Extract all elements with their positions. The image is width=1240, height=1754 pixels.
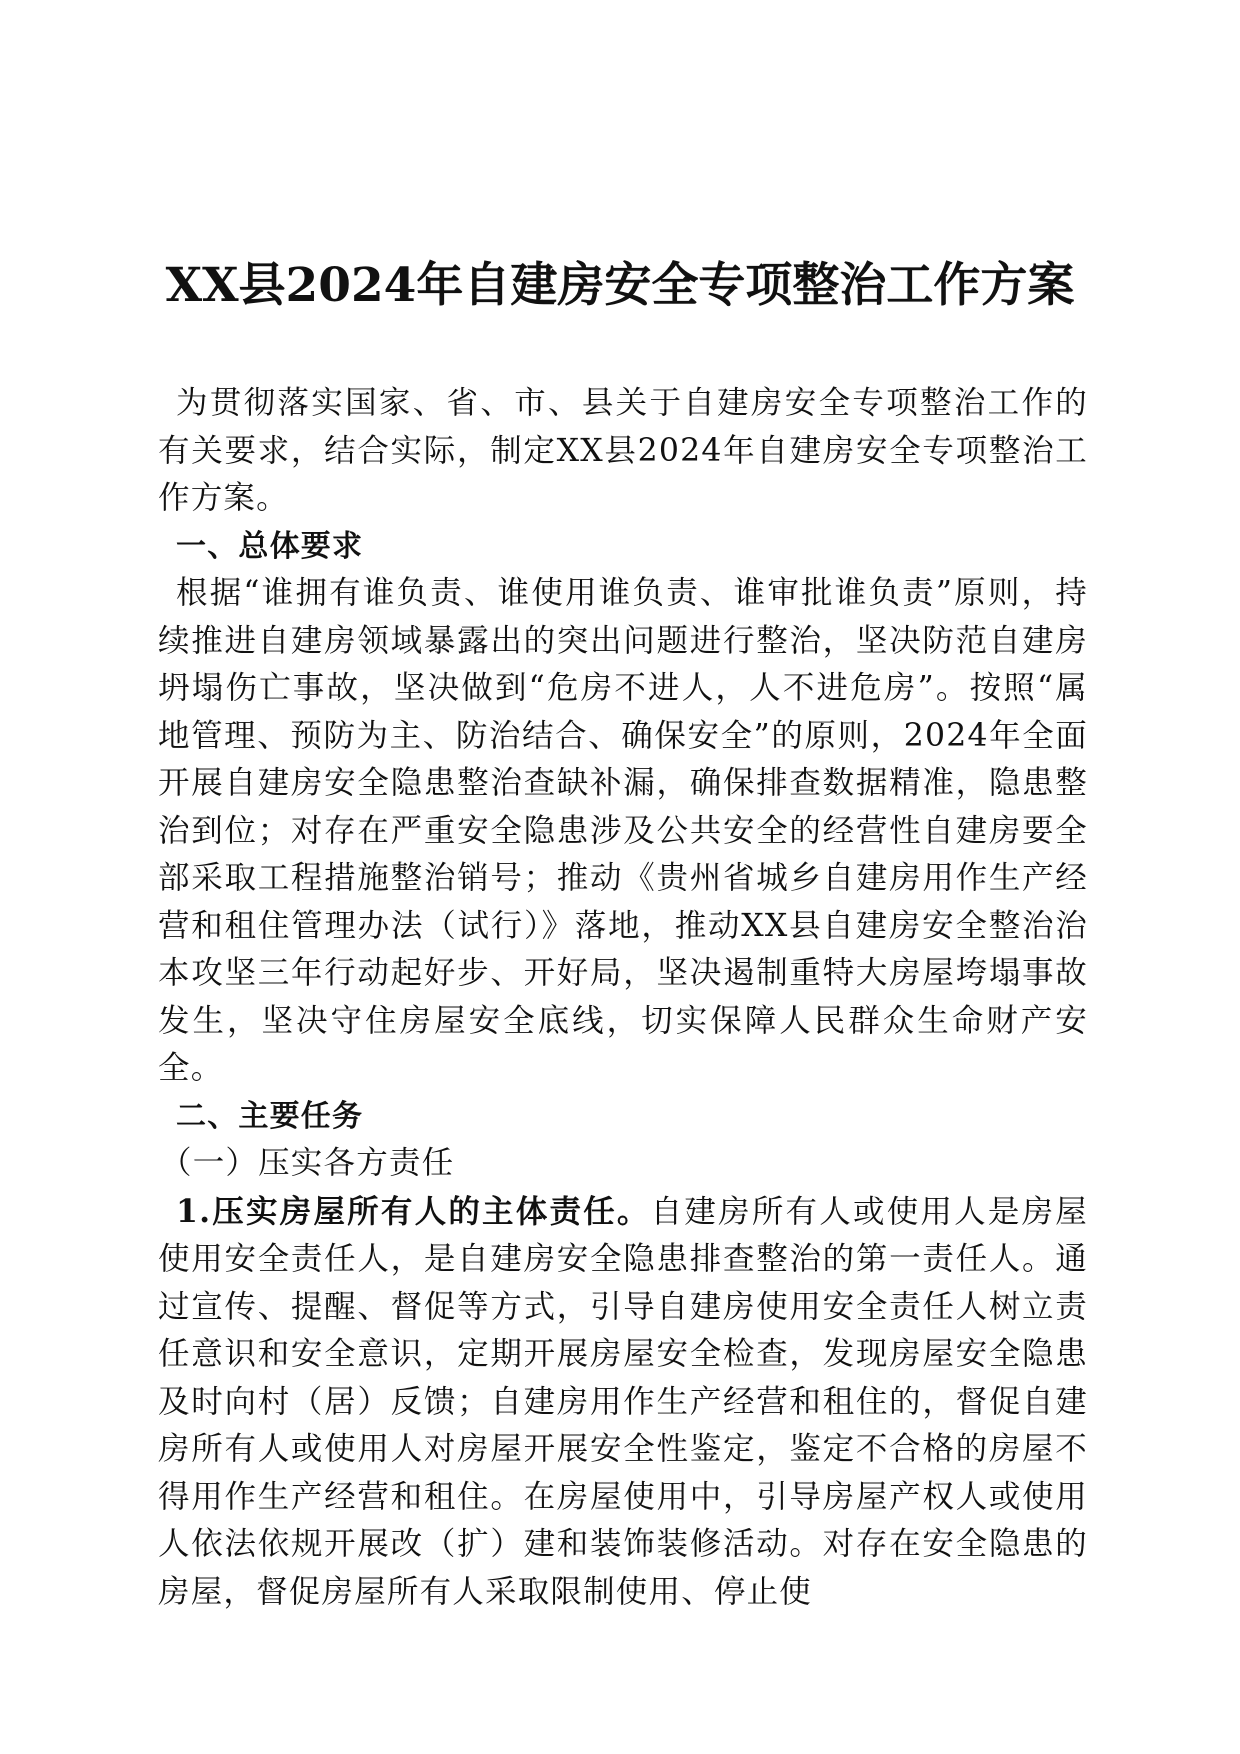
section-heading-general-requirements: 一、总体要求 — [176, 528, 364, 564]
subsection-heading-responsibilities: （一）压实各方责任 — [160, 1145, 455, 1181]
item-1-lead: 1.压实房屋所有人的主体责任。 — [176, 1192, 651, 1230]
document-body — [158, 380, 1088, 1616]
item-1-text: 自建房所有人或使用人是房屋使用安全责任人，是自建房安全隐患排查整治的第一责任人。通过宣传、提醒、督促等方式，引导自建房使用安全责任人树立责任意识和安全意识，定期开展房屋安全检查，发现房屋安全隐患及时向村（居）反馈；自建房用作生产经营和租住的，督促自建房所有人或使用人对房屋开展安全性鉴定，鉴定不合格的房屋不得用作生产经营和租住。在房屋使用中，引导房屋产权人或使用人依法依规开展改（扩）建和装饰装修活动。对存在安全隐患的房屋，督促房屋所有人采取限制使用、停止使 — [158, 1193, 1088, 1610]
section-heading-main-tasks: 二、主要任务 — [176, 1098, 364, 1134]
document-title: XX县2024年自建房安全专项整治工作方案 — [165, 258, 1075, 313]
intro-paragraph: 为贯彻落实国家、省、市、县关于自建房安全专项整治工作的有关要求，结合实际，制定XX县2024年自建房安全专项整治工作方案。 — [158, 385, 1088, 516]
item-1-paragraph — [158, 1188, 1088, 1617]
general-requirements-paragraph: 根据“谁拥有谁负责、谁使用谁负责、谁审批谁负责”原则，持续推进自建房领域暴露出的突出问题进行整治，坚决防范自建房坍塌伤亡事故，坚决做到“危房不进人，人不进危房”。按照“属地管理、预防为主、防治结合、确保安全”的原则，2024年全面开展自建房安全隐患整治查缺补漏，确保排查数据精准，隐患整治到位；对存在严重安全隐患涉及公共安全的经营性自建房要全部采取工程措施整治销号；推动《贵州省城乡自建房用作生产经营和租住管理办法（试行）》落地，推动XX县自建房安全整治治本攻坚三年行动起好步、开好局，坚决遏制重特大房屋垮塌事故发生，坚决守住房屋安全底线，切实保障人民群众生命财产安全。 — [158, 575, 1088, 1086]
